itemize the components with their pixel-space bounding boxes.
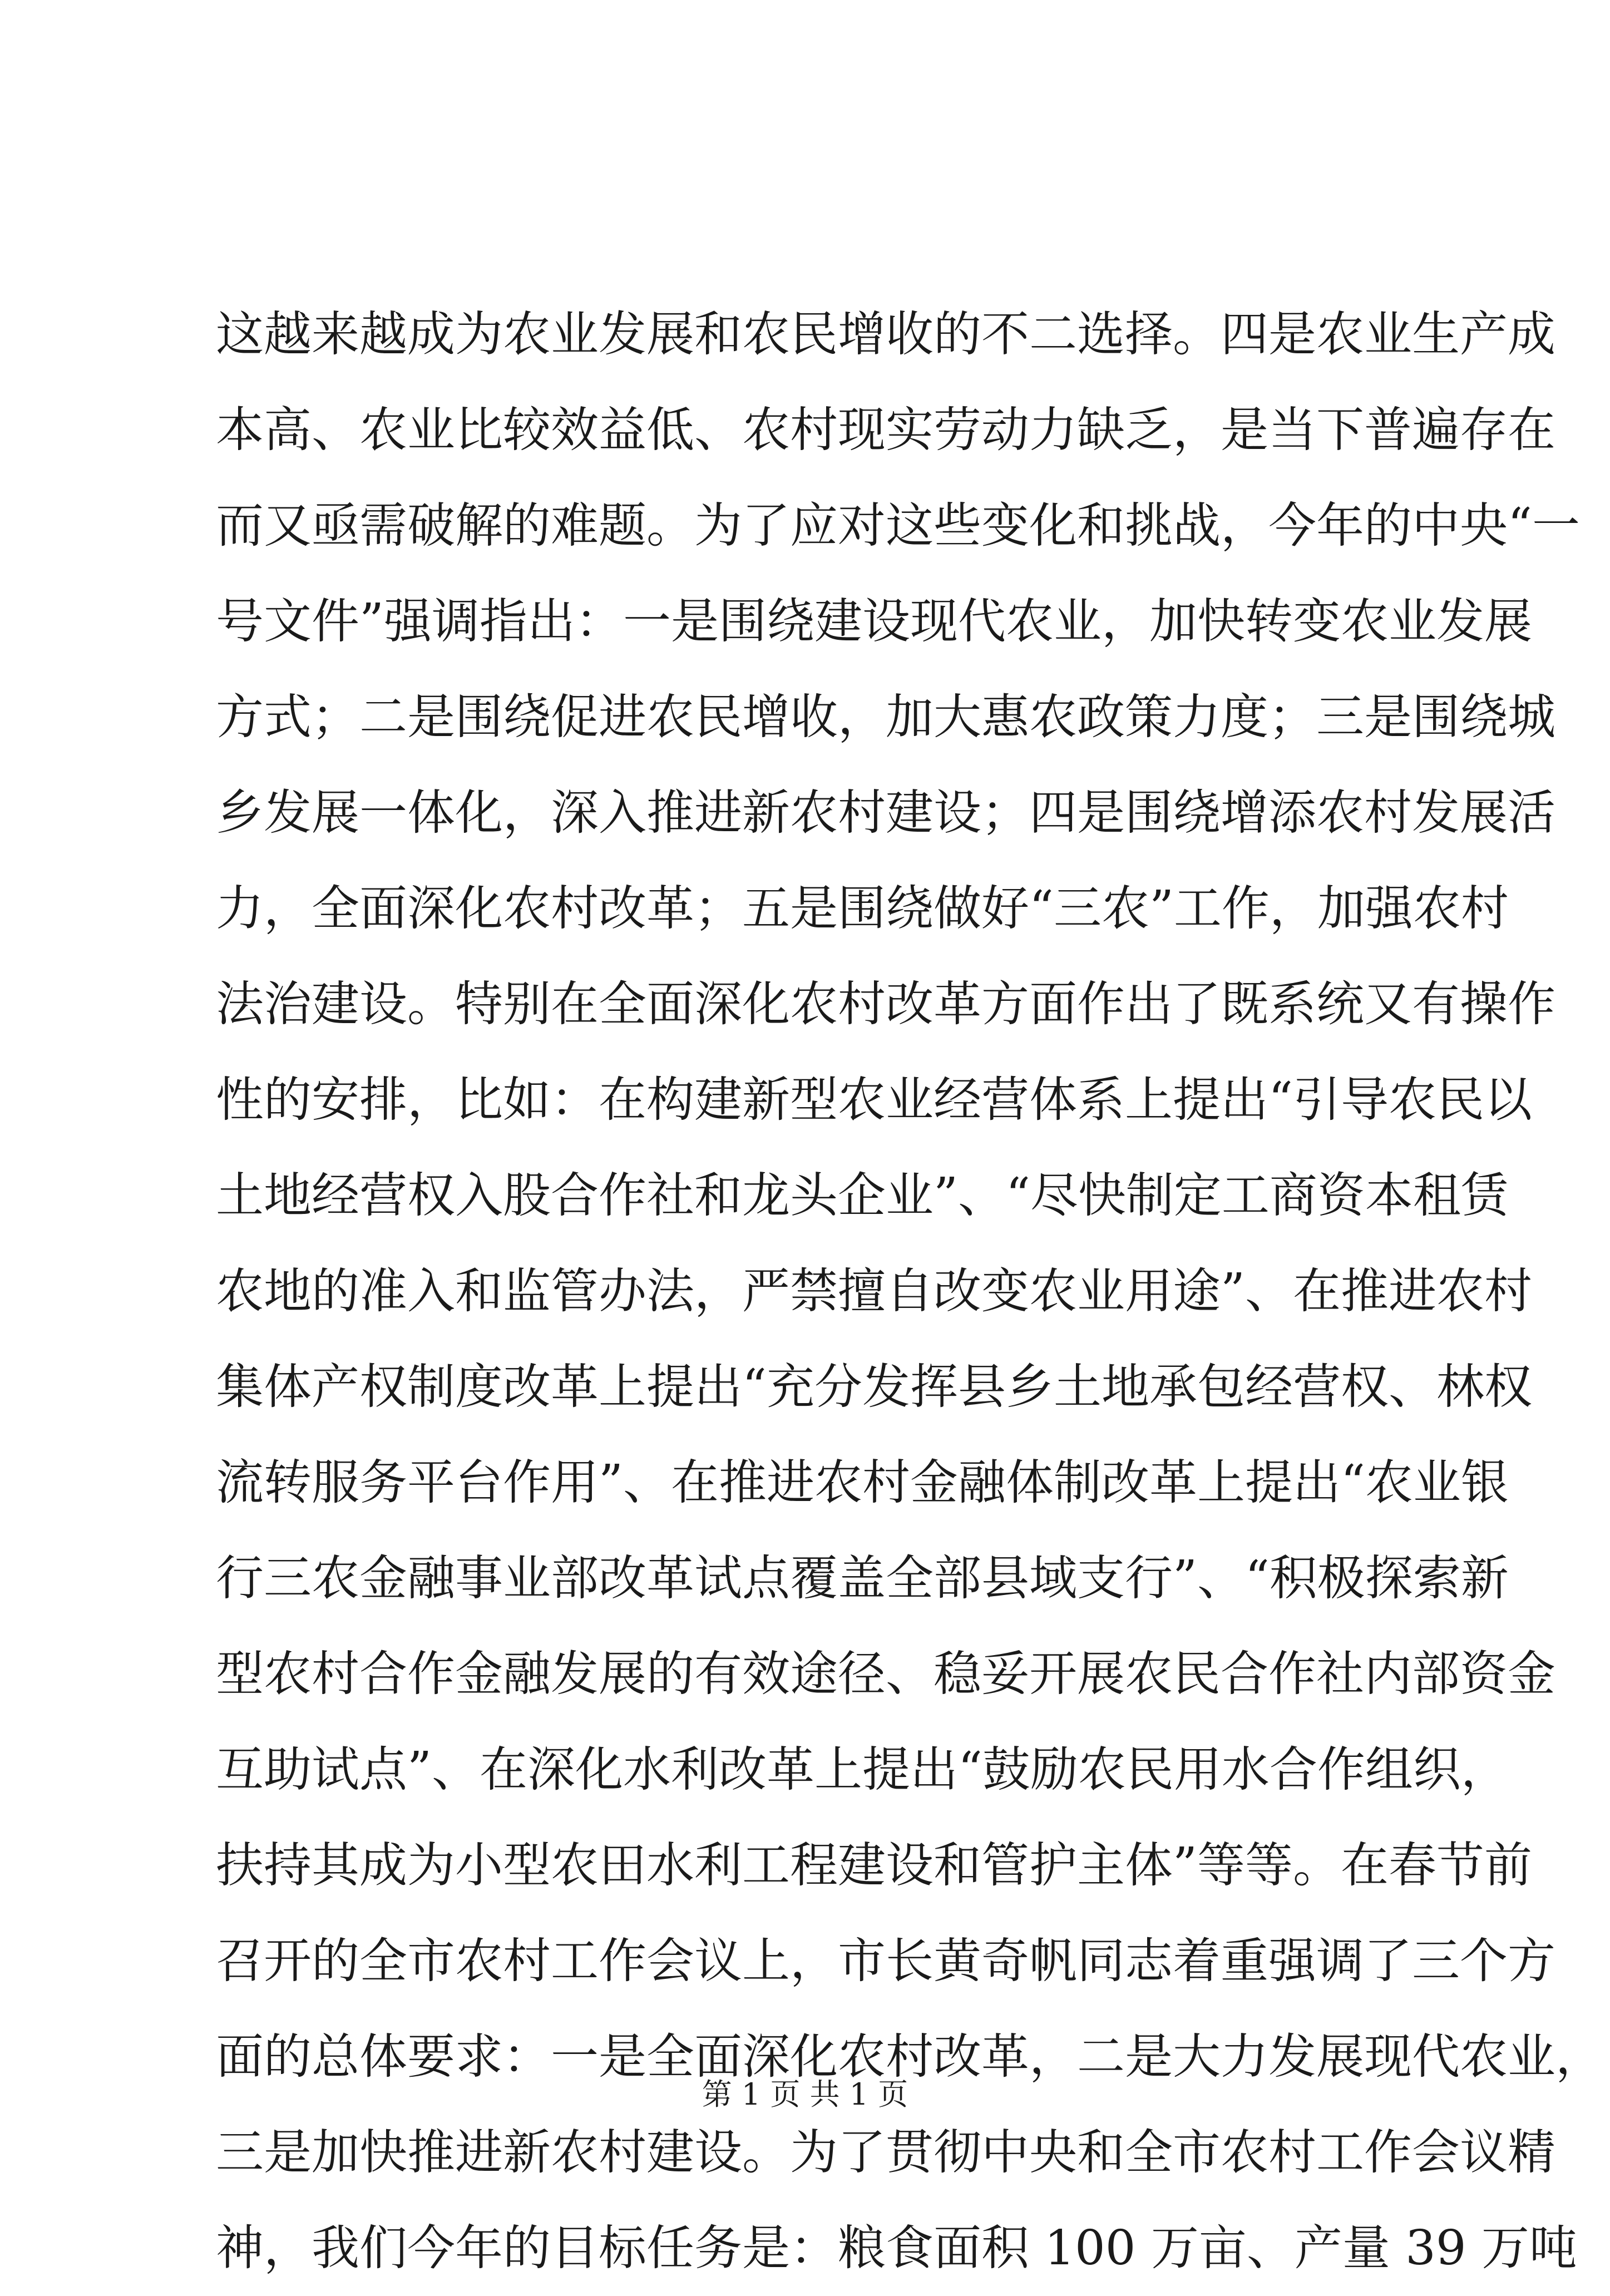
text-line: 农地的准入和监管办法，严禁擅自改变农业用途”、在推进农村 — [216, 1263, 1532, 1319]
text-line: 型农村合作金融发展的有效途径、稳妥开展农民合作社内部资金 — [216, 1646, 1555, 1702]
text-line: 行三农金融事业部改革试点覆盖全部县域支行”、“积极探索新 — [216, 1551, 1509, 1606]
text-line: 扶持其成为小型农田水利工程建设和管护主体”等等。在春节前 — [216, 1838, 1532, 1893]
text-line: 力，全面深化农村改革；五是围绕做好“三农”工作，加强农村 — [216, 881, 1509, 936]
text-line: 流转服务平台作用”、在推进农村金融体制改革上提出“农业银 — [216, 1455, 1509, 1510]
text-line: 本高、农业比较效益低、农村现实劳动力缺乏，是当下普遍存在 — [216, 402, 1555, 458]
text-line: 互助试点”、在深化水利改革上提出“鼓励农民用水合作组织， — [216, 1742, 1509, 1798]
text-line: 土地经营权入股合作社和龙头企业”、“尽快制定工商资本租赁 — [216, 1168, 1509, 1223]
text-line: 方式；二是围绕促进农民增收，加大惠农政策力度；三是围绕城 — [216, 689, 1555, 745]
text-line: 号文件”强调指出：一是围绕建设现代农业，加快转变农业发展 — [216, 594, 1532, 649]
page-number-label: 第 1 页 共 1 页 — [702, 2077, 908, 2112]
body-text — [216, 287, 1603, 2296]
text-line: 这越来越成为农业发展和农民增收的不二选择。四是农业生产成 — [216, 307, 1555, 362]
text-line: 乡发展一体化，深入推进新农村建设；四是围绕增添农村发展活 — [216, 785, 1555, 841]
text-line: 而又亟需破解的难题。为了应对这些变化和挑战，今年的中央“一 — [216, 498, 1580, 554]
text-line: 三是加快推进新农村建设。为了贯彻中央和全市农村工作会议精 — [216, 2125, 1555, 2180]
text-line: 性的安排，比如：在构建新型农业经营体系上提出“引导农民以 — [216, 1072, 1532, 1128]
text-line: 集体产权制度改革上提出“充分发挥县乡土地承包经营权、林权 — [216, 1359, 1532, 1415]
page-footer — [0, 2075, 1610, 2114]
text-line: 神，我们今年的目标任务是：粮食面积 100 万亩、产量 39 万吨 — [216, 2220, 1577, 2276]
text-line: 法治建设。特别在全面深化农村改革方面作出了既系统又有操作 — [216, 976, 1555, 1032]
text-line: 面的总体要求：一是全面深化农村改革，二是大力发展现代农业， — [216, 2029, 1603, 2085]
text-line: 召开的全市农村工作会议上，市长黄奇帆同志着重强调了三个方 — [216, 1933, 1555, 1989]
